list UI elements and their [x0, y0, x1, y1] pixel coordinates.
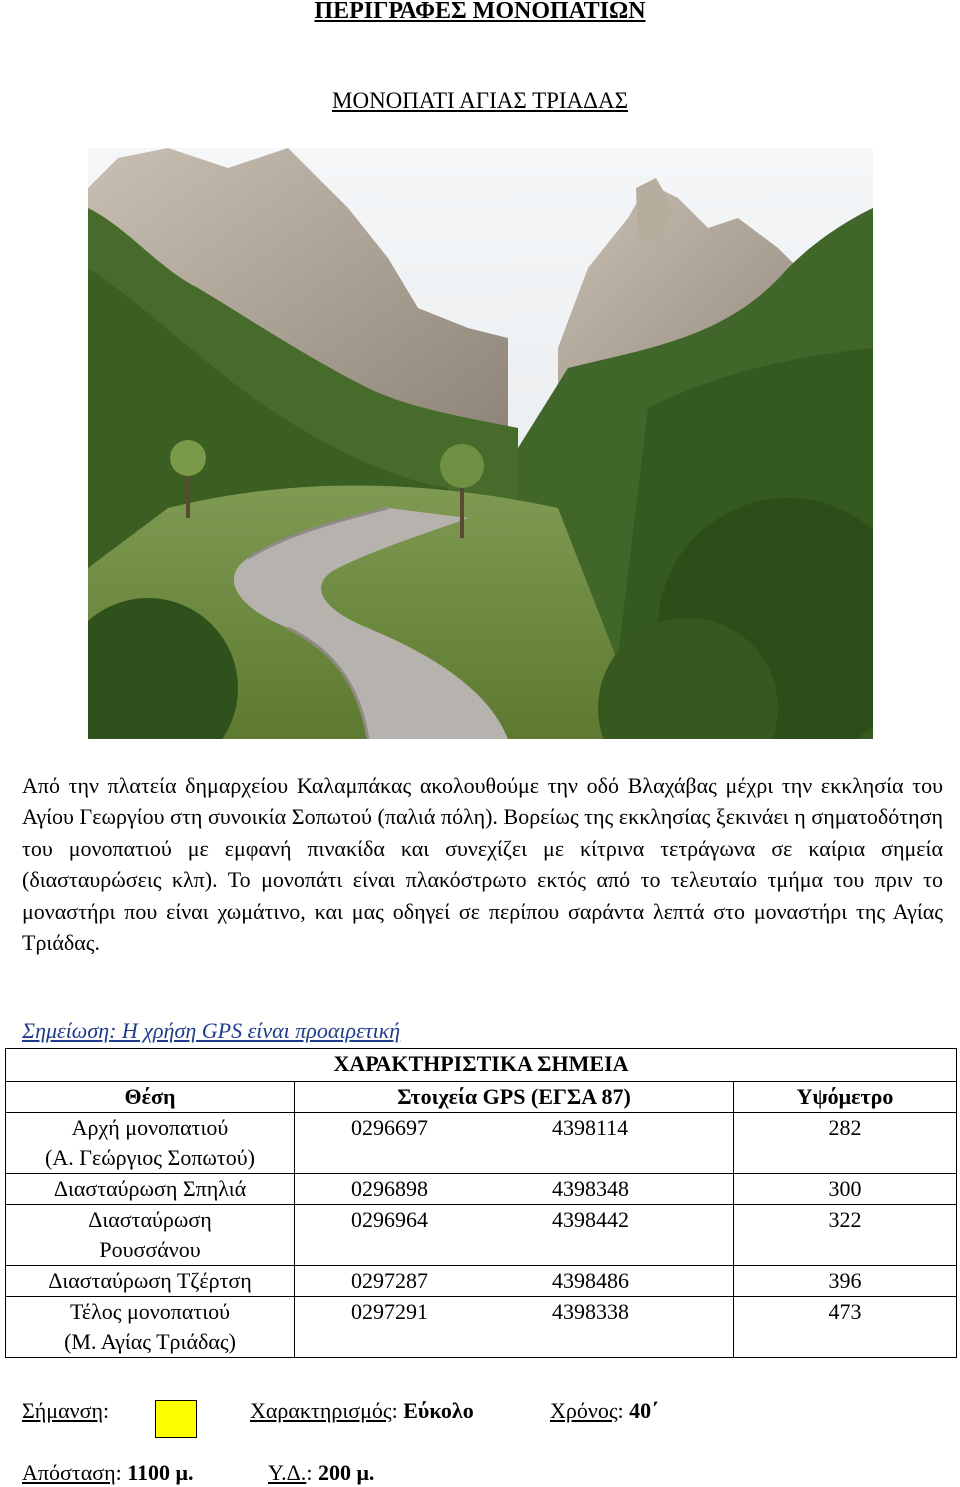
gps-y: 4398348 — [552, 1176, 629, 1201]
point-name: Αρχή μονοπατιού — [71, 1115, 229, 1140]
elevation-value: 200 μ. — [317, 1460, 375, 1485]
elevation-label: Υ.Δ. — [268, 1460, 307, 1485]
point-name: Διασταύρωση Τζέρτση — [48, 1268, 252, 1293]
gps-y: 4398114 — [552, 1115, 629, 1140]
col-position-header: Θέση — [6, 1082, 295, 1113]
elevation-legend: Υ.Δ.: 200 μ. — [268, 1460, 375, 1485]
gps-y: 4398486 — [552, 1268, 629, 1293]
gps-y: 4398442 — [552, 1207, 629, 1232]
time-value: 40΄ — [629, 1398, 659, 1423]
gps-x: 0296697 — [351, 1115, 428, 1140]
table-heading: ΧΑΡΑΚΤΗΡΙΣΤΙΚΑ ΣΗΜΕΙΑ — [6, 1049, 957, 1082]
point-name-detail: (Α. Γεώργιος Σοπωτού) — [45, 1145, 255, 1170]
rating-label: Χαρακτηρισμός — [250, 1398, 392, 1423]
trail-description: Από την πλατεία δημαρχείου Καλαμπάκας ακολουθούμε την οδό Βλαχάβας μέχρι την εκκλησία του Αγίου Γεωργίου στη συνοικία Σοπωτού (παλιά πόλη). Βορείως της εκκλησίας ξεκινάει η σηματοδότηση του μονοπατιού με εμφανή πινακίδα και συνεχίζει με κίτρινα τετράγωνα σε καίρια σημεία (διασταυρώσεις κλπ). Το μονοπάτι είναι πλακόστρωτο εκτός από το τελευταίο τμήμα του πριν το μοναστήρι που είναι χωμάτινο, και μας οδηγεί σε περίπου σαράντα λεπτά στο μοναστήρι της Αγίας Τριάδας. — [22, 773, 943, 956]
gps-note: Σημείωση: Η χρήση GPS είναι προαιρετική — [22, 1018, 401, 1043]
gps-x: 0296964 — [351, 1207, 428, 1232]
rating-value: Εύκολο — [403, 1398, 474, 1423]
distance-value: 1100 μ. — [127, 1460, 194, 1485]
marking-color-swatch — [155, 1400, 197, 1438]
waypoints-table — [5, 1048, 957, 1358]
altitude: 396 — [734, 1266, 957, 1297]
marking-legend: Σήμανση: — [22, 1398, 110, 1423]
trail-title: ΜΟΝΟΠΑΤΙ ΑΓΙΑΣ ΤΡΙΑΔΑΣ — [332, 88, 628, 113]
gps-x: 0297287 — [351, 1268, 428, 1293]
time-legend: Χρόνος: 40΄ — [550, 1398, 659, 1423]
point-name: Τέλος μονοπατιού — [69, 1299, 231, 1324]
marking-label: Σήμανση — [22, 1398, 103, 1423]
table-row — [6, 1266, 957, 1297]
gps-x: 0296898 — [351, 1176, 428, 1201]
point-name-detail: (Μ. Αγίας Τριάδας) — [64, 1329, 236, 1354]
table-row — [6, 1174, 957, 1205]
distance-label: Απόσταση — [22, 1460, 116, 1485]
point-name: Διασταύρωση — [88, 1207, 212, 1232]
table-row — [6, 1205, 957, 1266]
point-name-detail: Ρουσσάνου — [99, 1237, 201, 1262]
col-gps-header: Στοιχεία GPS (ΕΓΣΑ 87) — [295, 1082, 734, 1113]
table-row — [6, 1297, 957, 1358]
page-title: ΠΕΡΙΓΡΑΦΕΣ ΜΟΝΟΠΑΤΙΩΝ — [314, 0, 646, 24]
altitude: 473 — [734, 1297, 957, 1358]
distance-legend: Απόσταση: 1100 μ. — [22, 1460, 194, 1485]
table-row — [6, 1113, 957, 1174]
altitude: 300 — [734, 1174, 957, 1205]
col-altitude-header: Υψόμετρο — [734, 1082, 957, 1113]
rating-legend: Χαρακτηρισμός: Εύκολο — [250, 1398, 474, 1423]
altitude: 282 — [734, 1113, 957, 1174]
gps-y: 4398338 — [552, 1299, 629, 1324]
trail-photo — [88, 148, 873, 739]
altitude: 322 — [734, 1205, 957, 1266]
point-name: Διασταύρωση Σπηλιά — [53, 1176, 247, 1201]
time-label: Χρόνος — [550, 1398, 618, 1423]
gps-x: 0297291 — [351, 1299, 428, 1324]
